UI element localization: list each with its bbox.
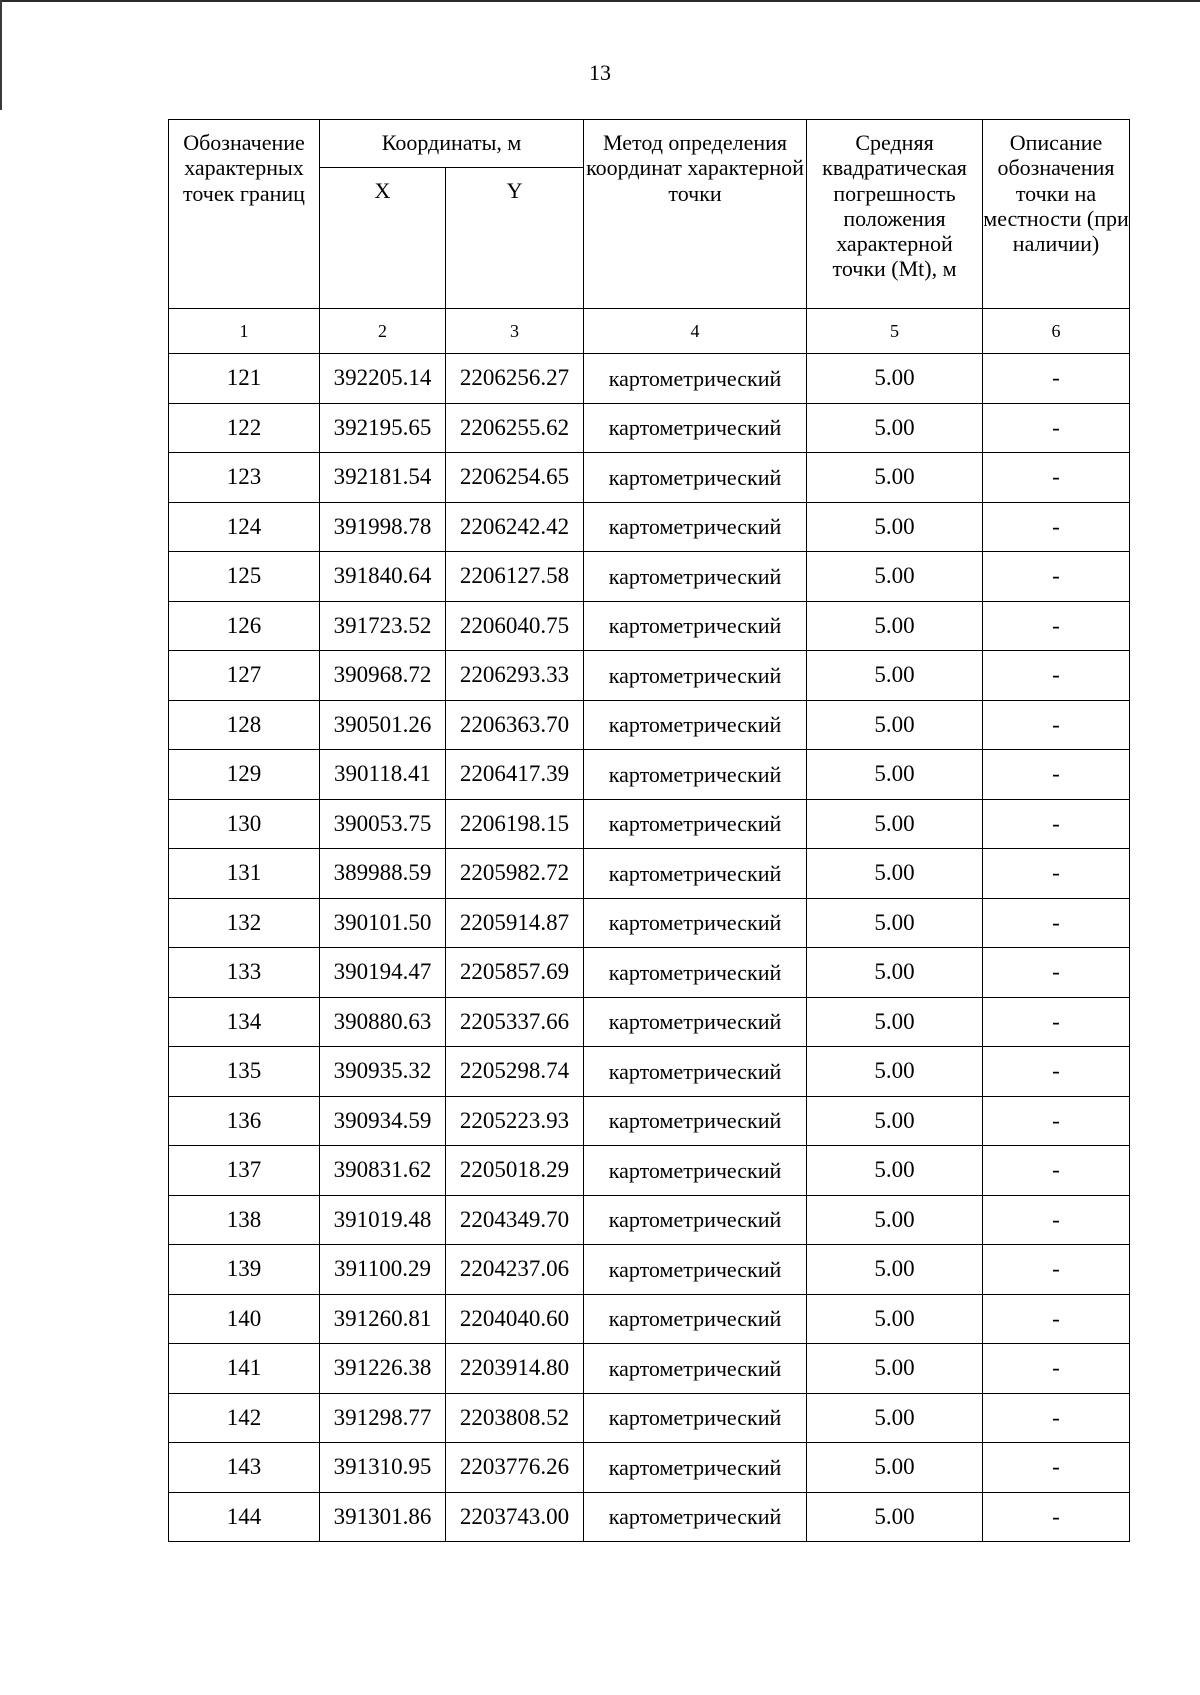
error-cell: 5.00	[807, 1294, 983, 1344]
description-cell: -	[983, 1344, 1130, 1394]
table-row	[169, 1492, 1130, 1542]
table-row	[169, 849, 1130, 899]
description-cell: -	[983, 1195, 1130, 1245]
x-coordinate-cell: 390831.62	[320, 1146, 446, 1196]
column-number: 3	[446, 309, 584, 354]
error-cell: 5.00	[807, 898, 983, 948]
description-cell: -	[983, 997, 1130, 1047]
error-cell: 5.00	[807, 601, 983, 651]
column-number: 2	[320, 309, 446, 354]
description-cell: -	[983, 799, 1130, 849]
scan-edge-left	[0, 0, 2, 110]
header-description: Описание обозначения точки на местности (при наличии)	[983, 120, 1130, 309]
method-cell: картометрический	[584, 700, 807, 750]
method-cell: картометрический	[584, 1096, 807, 1146]
description-cell: -	[983, 1393, 1130, 1443]
point-cell: 125	[169, 552, 320, 602]
method-cell: картометрический	[584, 750, 807, 800]
y-coordinate-cell: 2203743.00	[446, 1492, 584, 1542]
description-cell: -	[983, 898, 1130, 948]
description-cell: -	[983, 1047, 1130, 1097]
x-coordinate-cell: 390101.50	[320, 898, 446, 948]
description-cell: -	[983, 651, 1130, 701]
y-coordinate-cell: 2206417.39	[446, 750, 584, 800]
error-cell: 5.00	[807, 997, 983, 1047]
error-cell: 5.00	[807, 502, 983, 552]
column-number: 5	[807, 309, 983, 354]
method-cell: картометрический	[584, 1146, 807, 1196]
x-coordinate-cell: 390968.72	[320, 651, 446, 701]
y-coordinate-cell: 2204237.06	[446, 1245, 584, 1295]
y-coordinate-cell: 2206242.42	[446, 502, 584, 552]
table-header	[169, 120, 1130, 309]
error-cell: 5.00	[807, 651, 983, 701]
table-row	[169, 1344, 1130, 1394]
table-row	[169, 1245, 1130, 1295]
x-coordinate-cell: 392205.14	[320, 354, 446, 404]
error-cell: 5.00	[807, 1245, 983, 1295]
x-coordinate-cell: 391226.38	[320, 1344, 446, 1394]
table-row	[169, 1096, 1130, 1146]
point-cell: 132	[169, 898, 320, 948]
y-coordinate-cell: 2206040.75	[446, 601, 584, 651]
table-row	[169, 1195, 1130, 1245]
description-cell: -	[983, 403, 1130, 453]
method-cell: картометрический	[584, 1443, 807, 1493]
method-cell: картометрический	[584, 849, 807, 899]
table-row	[169, 750, 1130, 800]
error-cell: 5.00	[807, 1393, 983, 1443]
header-error: Средняя квадратическая погрешность положения характерной точки (Mt), м	[807, 120, 983, 309]
method-cell: картометрический	[584, 601, 807, 651]
error-cell: 5.00	[807, 1047, 983, 1097]
point-cell: 123	[169, 453, 320, 503]
header-designation: Обозначение характерных точек границ	[169, 120, 320, 309]
x-coordinate-cell: 390935.32	[320, 1047, 446, 1097]
coordinates-table	[168, 119, 1130, 1542]
x-coordinate-cell: 391298.77	[320, 1393, 446, 1443]
description-cell: -	[983, 453, 1130, 503]
method-cell: картометрический	[584, 898, 807, 948]
column-number: 4	[584, 309, 807, 354]
error-cell: 5.00	[807, 453, 983, 503]
table-row	[169, 552, 1130, 602]
x-coordinate-cell: 391019.48	[320, 1195, 446, 1245]
x-coordinate-cell: 390053.75	[320, 799, 446, 849]
table-row	[169, 948, 1130, 998]
description-cell: -	[983, 1146, 1130, 1196]
point-cell: 131	[169, 849, 320, 899]
description-cell: -	[983, 1492, 1130, 1542]
method-cell: картометрический	[584, 354, 807, 404]
description-cell: -	[983, 354, 1130, 404]
page-number: 13	[589, 60, 611, 85]
description-cell: -	[983, 1443, 1130, 1493]
error-cell: 5.00	[807, 1443, 983, 1493]
error-cell: 5.00	[807, 849, 983, 899]
x-coordinate-cell: 391840.64	[320, 552, 446, 602]
point-cell: 136	[169, 1096, 320, 1146]
y-coordinate-cell: 2206198.15	[446, 799, 584, 849]
x-coordinate-cell: 390194.47	[320, 948, 446, 998]
x-coordinate-cell: 390880.63	[320, 997, 446, 1047]
method-cell: картометрический	[584, 997, 807, 1047]
y-coordinate-cell: 2205018.29	[446, 1146, 584, 1196]
y-coordinate-cell: 2206254.65	[446, 453, 584, 503]
x-coordinate-cell: 389988.59	[320, 849, 446, 899]
method-cell: картометрический	[584, 1195, 807, 1245]
table-body	[169, 309, 1130, 1542]
y-coordinate-cell: 2205857.69	[446, 948, 584, 998]
x-coordinate-cell: 392195.65	[320, 403, 446, 453]
x-coordinate-cell: 390934.59	[320, 1096, 446, 1146]
y-coordinate-cell: 2205982.72	[446, 849, 584, 899]
error-cell: 5.00	[807, 1344, 983, 1394]
point-cell: 129	[169, 750, 320, 800]
error-cell: 5.00	[807, 354, 983, 404]
method-cell: картометрический	[584, 1492, 807, 1542]
point-cell: 140	[169, 1294, 320, 1344]
y-coordinate-cell: 2206127.58	[446, 552, 584, 602]
method-cell: картометрический	[584, 502, 807, 552]
point-cell: 142	[169, 1393, 320, 1443]
point-cell: 130	[169, 799, 320, 849]
description-cell: -	[983, 601, 1130, 651]
method-cell: картометрический	[584, 1344, 807, 1394]
method-cell: картометрический	[584, 651, 807, 701]
error-cell: 5.00	[807, 799, 983, 849]
method-cell: картометрический	[584, 403, 807, 453]
table-row	[169, 1146, 1130, 1196]
point-cell: 126	[169, 601, 320, 651]
x-coordinate-cell: 391998.78	[320, 502, 446, 552]
error-cell: 5.00	[807, 1146, 983, 1196]
y-coordinate-cell: 2203776.26	[446, 1443, 584, 1493]
y-coordinate-cell: 2205337.66	[446, 997, 584, 1047]
error-cell: 5.00	[807, 948, 983, 998]
y-coordinate-cell: 2205223.93	[446, 1096, 584, 1146]
point-cell: 128	[169, 700, 320, 750]
table-row	[169, 453, 1130, 503]
point-cell: 135	[169, 1047, 320, 1097]
method-cell: картометрический	[584, 948, 807, 998]
y-coordinate-cell: 2203914.80	[446, 1344, 584, 1394]
point-cell: 139	[169, 1245, 320, 1295]
x-coordinate-cell: 391310.95	[320, 1443, 446, 1493]
point-cell: 124	[169, 502, 320, 552]
scan-edge-top	[0, 0, 1200, 2]
header-coordinates: Координаты, м	[320, 120, 584, 168]
table-row	[169, 601, 1130, 651]
point-cell: 138	[169, 1195, 320, 1245]
x-coordinate-cell: 390501.26	[320, 700, 446, 750]
error-cell: 5.00	[807, 750, 983, 800]
method-cell: картометрический	[584, 1047, 807, 1097]
method-cell: картометрический	[584, 1245, 807, 1295]
method-cell: картометрический	[584, 453, 807, 503]
table-row	[169, 502, 1130, 552]
error-cell: 5.00	[807, 1195, 983, 1245]
column-number: 6	[983, 309, 1130, 354]
point-cell: 141	[169, 1344, 320, 1394]
description-cell: -	[983, 750, 1130, 800]
y-coordinate-cell: 2206255.62	[446, 403, 584, 453]
error-cell: 5.00	[807, 1492, 983, 1542]
x-coordinate-cell: 391260.81	[320, 1294, 446, 1344]
description-cell: -	[983, 1096, 1130, 1146]
header-y: Y	[446, 168, 584, 309]
description-cell: -	[983, 552, 1130, 602]
y-coordinate-cell: 2205914.87	[446, 898, 584, 948]
method-cell: картометрический	[584, 1294, 807, 1344]
point-cell: 134	[169, 997, 320, 1047]
y-coordinate-cell: 2206256.27	[446, 354, 584, 404]
table-row	[169, 799, 1130, 849]
description-cell: -	[983, 700, 1130, 750]
table-row	[169, 1294, 1130, 1344]
point-cell: 122	[169, 403, 320, 453]
column-number-row	[169, 309, 1130, 354]
table-row	[169, 700, 1130, 750]
error-cell: 5.00	[807, 552, 983, 602]
x-coordinate-cell: 391723.52	[320, 601, 446, 651]
y-coordinate-cell: 2204349.70	[446, 1195, 584, 1245]
y-coordinate-cell: 2206293.33	[446, 651, 584, 701]
table-row	[169, 1393, 1130, 1443]
x-coordinate-cell: 390118.41	[320, 750, 446, 800]
table-row	[169, 651, 1130, 701]
y-coordinate-cell: 2205298.74	[446, 1047, 584, 1097]
x-coordinate-cell: 391301.86	[320, 1492, 446, 1542]
method-cell: картометрический	[584, 552, 807, 602]
table-row	[169, 354, 1130, 404]
x-coordinate-cell: 392181.54	[320, 453, 446, 503]
table-row	[169, 403, 1130, 453]
point-cell: 143	[169, 1443, 320, 1493]
method-cell: картометрический	[584, 1393, 807, 1443]
error-cell: 5.00	[807, 1096, 983, 1146]
table-row	[169, 997, 1130, 1047]
description-cell: -	[983, 1245, 1130, 1295]
point-cell: 127	[169, 651, 320, 701]
y-coordinate-cell: 2206363.70	[446, 700, 584, 750]
description-cell: -	[983, 502, 1130, 552]
header-x: X	[320, 168, 446, 309]
y-coordinate-cell: 2203808.52	[446, 1393, 584, 1443]
description-cell: -	[983, 1294, 1130, 1344]
method-cell: картометрический	[584, 799, 807, 849]
header-method: Метод определения координат характерной точки	[584, 120, 807, 309]
point-cell: 121	[169, 354, 320, 404]
x-coordinate-cell: 391100.29	[320, 1245, 446, 1295]
point-cell: 137	[169, 1146, 320, 1196]
table-row	[169, 1443, 1130, 1493]
table-row	[169, 898, 1130, 948]
point-cell: 144	[169, 1492, 320, 1542]
table-row	[169, 1047, 1130, 1097]
description-cell: -	[983, 948, 1130, 998]
description-cell: -	[983, 849, 1130, 899]
column-number: 1	[169, 309, 320, 354]
point-cell: 133	[169, 948, 320, 998]
y-coordinate-cell: 2204040.60	[446, 1294, 584, 1344]
error-cell: 5.00	[807, 403, 983, 453]
error-cell: 5.00	[807, 700, 983, 750]
